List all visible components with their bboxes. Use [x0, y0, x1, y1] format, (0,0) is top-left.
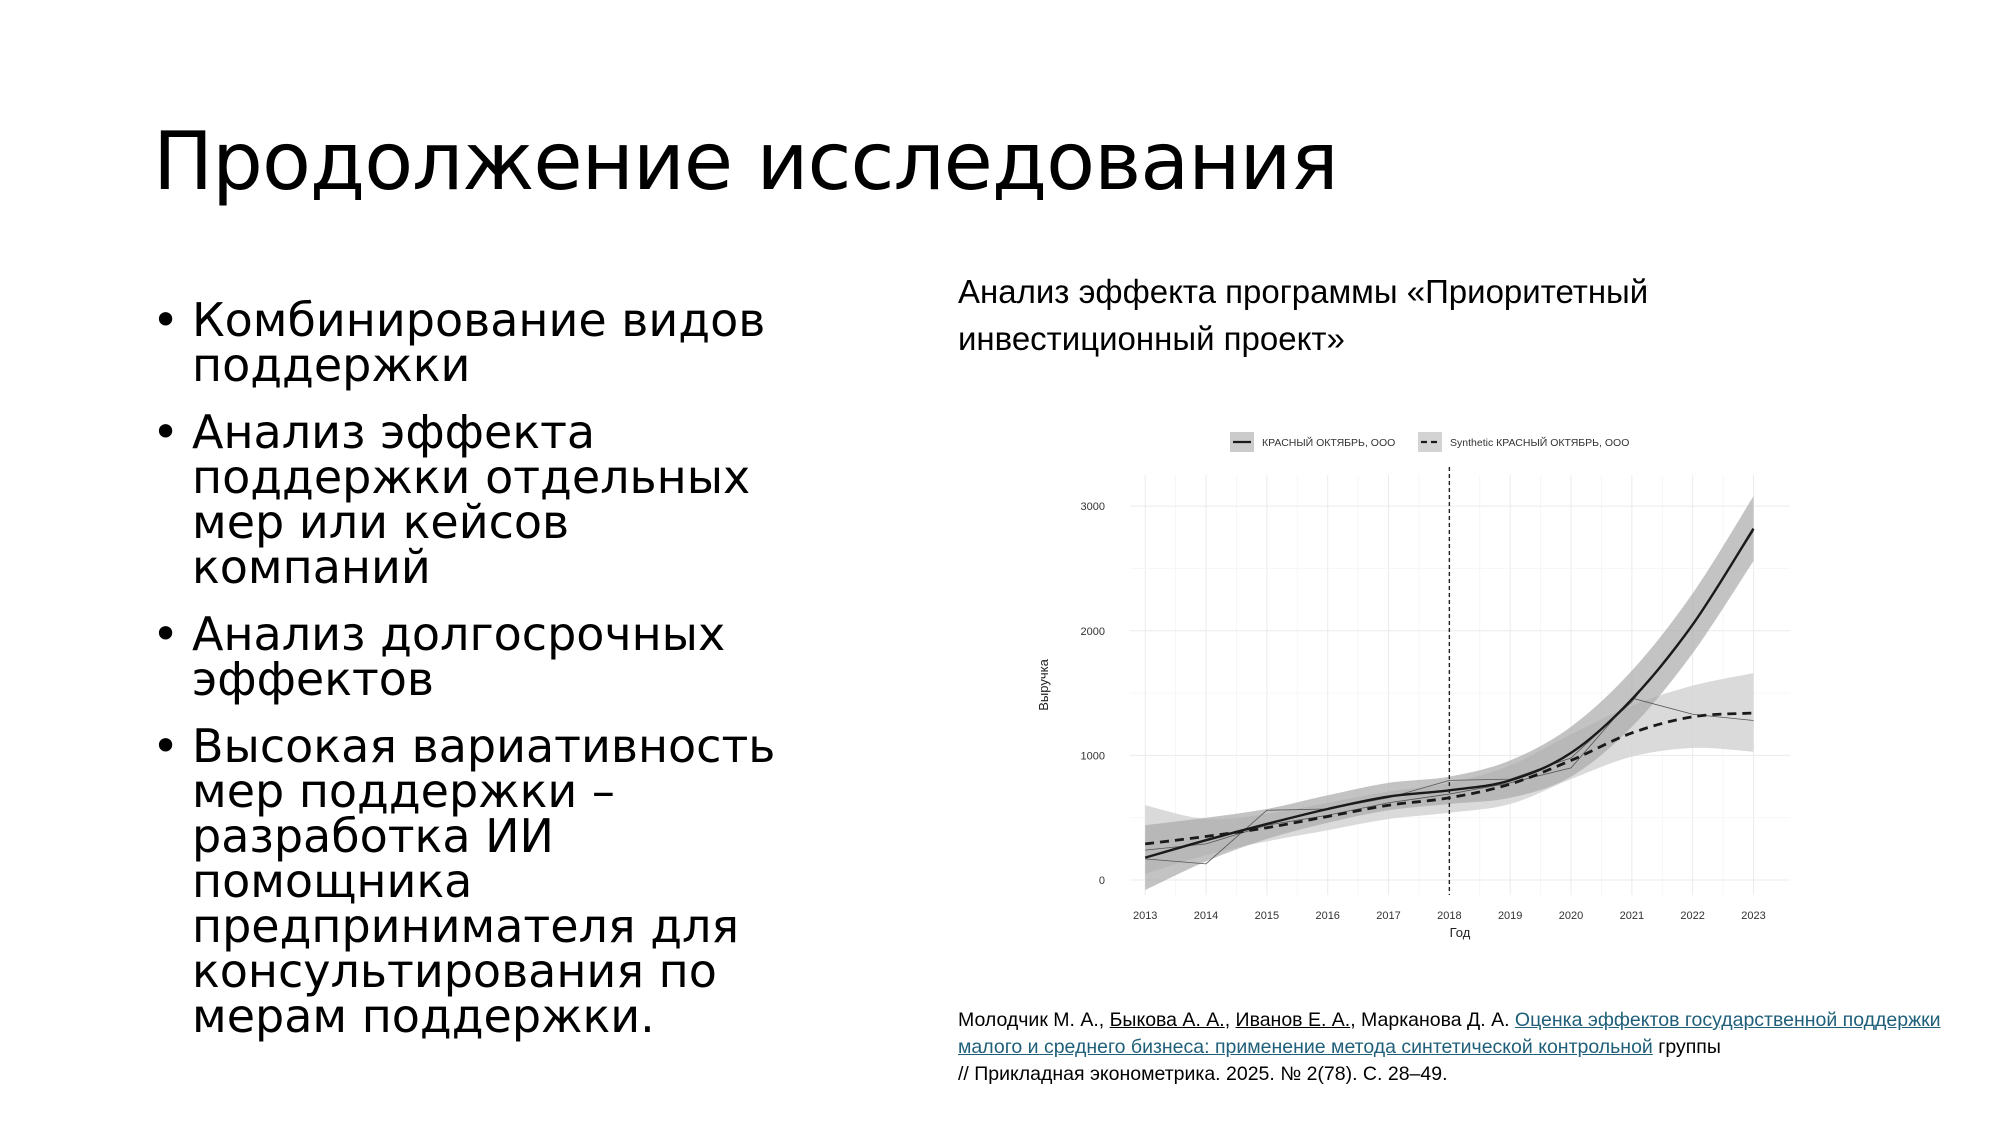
- ref-author: Молодчик М. А.: [958, 1009, 1099, 1031]
- x-tick-label: 2017: [1376, 910, 1401, 922]
- ref-separator: ,: [1098, 1009, 1110, 1031]
- bullet-text: Высокая вариативность мер поддержки – разработка ИИ помощника предпринимателя для консультирования по мерам поддержки.: [192, 719, 776, 1043]
- bullet-dot: •: [152, 607, 180, 661]
- bullet-item: [150, 607, 810, 706]
- chart-caption: Анализ эффекта программы «Приоритетный инвестиционный проект»: [958, 273, 1649, 357]
- ref-separator: , Марканова Д. А.: [1350, 1009, 1515, 1031]
- x-tick-label: 2020: [1558, 910, 1584, 922]
- bullet-item: [150, 719, 810, 1043]
- reference: [958, 1007, 1958, 1088]
- slide-title: Продолжение исследования: [153, 115, 1338, 208]
- bullet-dot: •: [152, 293, 180, 347]
- bullet-dot: •: [152, 405, 180, 459]
- x-tick-label: 2018: [1437, 910, 1462, 922]
- x-tick-label: 2014: [1193, 910, 1219, 922]
- x-tick-label: 2019: [1497, 910, 1523, 922]
- x-tick-label: 2022: [1680, 910, 1705, 922]
- ref-journal: // Прикладная эконометрика. 2025. № 2(78). С. 28–49.: [958, 1063, 1448, 1085]
- y-tick-label: 1000: [1080, 750, 1105, 763]
- bullet-item: [150, 405, 810, 594]
- bullet-dot: •: [152, 719, 180, 773]
- ref-separator: ,: [1224, 1009, 1236, 1031]
- bullet-text: Анализ эффекта поддержки отдельных мер или кейсов компаний: [192, 405, 751, 594]
- x-tick-label: 2013: [1132, 910, 1158, 922]
- ref-after-link: группы: [1652, 1036, 1721, 1058]
- y-tick-label: 0: [1098, 875, 1105, 888]
- x-tick-label: 2021: [1619, 910, 1645, 922]
- x-axis-label: Год: [1449, 925, 1471, 940]
- legend-label-actual: КРАСНЫЙ ОКТЯБРЬ, ООО: [1262, 437, 1396, 449]
- y-tick-label: 3000: [1080, 501, 1105, 514]
- bullet-item: [150, 293, 810, 392]
- ref-author-link[interactable]: Быкова А. А.: [1109, 1009, 1225, 1031]
- ref-author-link[interactable]: Иванов Е. А.: [1235, 1009, 1351, 1031]
- legend-label-synthetic: Synthetic КРАСНЫЙ ОКТЯБРЬ, ООО: [1450, 437, 1630, 449]
- y-tick-label: 2000: [1080, 625, 1105, 638]
- y-axis-label: Выручка: [1036, 659, 1051, 711]
- bullet-list: [150, 293, 810, 1061]
- bullet-text: Анализ долгосрочных эффектов: [192, 607, 726, 706]
- x-tick-label: 2023: [1741, 910, 1766, 922]
- bullet-text: Комбинирование видов поддержки: [192, 293, 766, 392]
- ref-article-link[interactable]: Оценка эффектов государственной поддержки малого и среднего бизнеса: применение метода синтетической контрольной: [958, 1009, 1941, 1058]
- synthetic-control-chart: [1030, 420, 1810, 960]
- x-tick-label: 2016: [1315, 910, 1340, 922]
- chart-svg: [1030, 420, 1810, 960]
- x-tick-label: 2015: [1254, 910, 1280, 922]
